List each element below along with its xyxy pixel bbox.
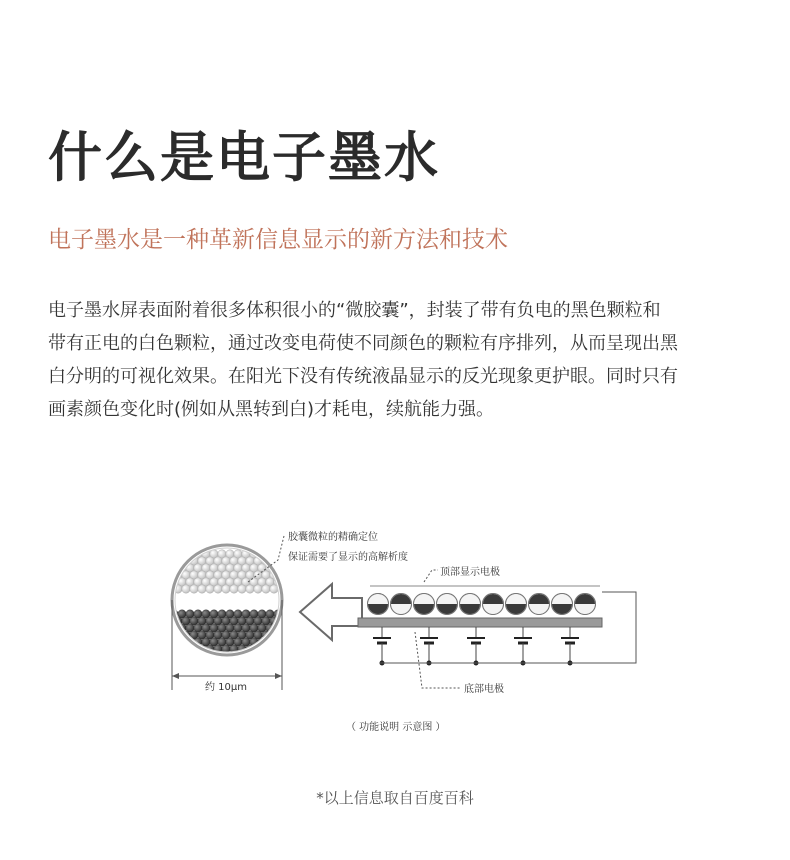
black-particle xyxy=(174,645,182,653)
cell-bottom-half xyxy=(460,604,480,614)
diagram-caption: （ 功能说明 示意图 ） xyxy=(346,722,446,733)
page-title: 什么是电子墨水 xyxy=(48,126,440,189)
white-particle xyxy=(278,557,286,565)
cell-top-half xyxy=(552,594,572,604)
cell-top-half xyxy=(529,594,549,604)
cell-capsule xyxy=(529,594,550,615)
white-particle xyxy=(246,585,254,593)
capsule-magnified xyxy=(170,545,286,655)
paragraph-line: 电子墨水屏表面附着很多体积很小的“微胶囊”，封装了带有负电的黑色颗粒和 xyxy=(48,300,661,321)
e-ink-diagram xyxy=(160,520,650,740)
cell-bottom-half xyxy=(414,604,434,614)
bottom-electrode-leader xyxy=(415,632,460,688)
cell-capsule xyxy=(414,594,435,615)
black-particle xyxy=(178,638,186,646)
white-particle xyxy=(238,585,246,593)
bottom-electrode-plate xyxy=(358,618,602,627)
top-electrode-label: 顶部显示电极 xyxy=(440,567,500,578)
white-particle xyxy=(266,550,274,558)
cell-capsule xyxy=(437,594,458,615)
cell-capsule xyxy=(506,594,527,615)
black-particle xyxy=(262,645,270,653)
cell-capsule xyxy=(368,594,389,615)
cell-top-half xyxy=(437,594,457,604)
cell-capsule xyxy=(552,594,573,615)
paragraph-line: 白分明的可视化效果。在阳光下没有传统液晶显示的反光现象更护眼。同时只有 xyxy=(48,366,678,387)
black-particle xyxy=(182,645,190,653)
white-particle xyxy=(254,585,262,593)
page-subtitle: 电子墨水是一种革新信息显示的新方法和技术 xyxy=(48,227,508,253)
black-particle xyxy=(270,645,278,653)
cell-bottom-half xyxy=(391,604,411,614)
white-particle xyxy=(222,585,230,593)
cell-top-half xyxy=(391,594,411,604)
cell-top-half xyxy=(483,594,503,604)
paragraph-line: 带有正电的白色颗粒，通过改变电荷使不同颜色的颗粒有序排列，从而呈现出黑 xyxy=(48,333,678,354)
cell-capsule xyxy=(460,594,481,615)
capsule-label-line2: 保证需要了显示的高解析度 xyxy=(288,552,408,563)
cell-top-half xyxy=(368,594,388,604)
cell-top-half xyxy=(414,594,434,604)
bottom-electrode-label: 底部电极 xyxy=(464,684,504,695)
black-particle xyxy=(170,638,178,646)
white-particle xyxy=(262,585,270,593)
cell-top-half xyxy=(575,594,595,604)
paragraph-line: 画素颜色变化时(例如从黑转到白)才耗电，续航能力强。 xyxy=(48,399,495,420)
cell-bottom-half xyxy=(437,604,457,614)
cell-bottom-half xyxy=(529,604,549,614)
white-particle xyxy=(274,550,282,558)
cell-bottom-half xyxy=(483,604,503,614)
white-particle xyxy=(170,550,178,558)
white-particle xyxy=(206,585,214,593)
capsule-label-line1: 胶囊微粒的精确定位 xyxy=(288,532,378,543)
cell-bottom-half xyxy=(506,604,526,614)
size-label: 约 10μm xyxy=(205,682,248,693)
display-cells xyxy=(368,594,596,615)
cell-bottom-half xyxy=(552,604,572,614)
cell-capsule xyxy=(391,594,412,615)
cell-bottom-half xyxy=(575,604,595,614)
cell-bottom-half xyxy=(368,604,388,614)
white-particle xyxy=(170,564,178,572)
white-particle xyxy=(270,557,278,565)
white-particle xyxy=(230,585,238,593)
white-particle xyxy=(198,585,206,593)
white-particle xyxy=(278,571,286,579)
top-electrode-leader xyxy=(424,570,438,582)
white-particle xyxy=(214,585,222,593)
white-particle xyxy=(182,585,190,593)
cell-top-half xyxy=(460,594,480,604)
white-particle xyxy=(178,550,186,558)
white-particle xyxy=(174,557,182,565)
white-particle xyxy=(190,585,198,593)
cell-top-half xyxy=(506,594,526,604)
cell-capsule xyxy=(575,594,596,615)
magnify-arrow xyxy=(300,584,362,640)
cell-capsule xyxy=(483,594,504,615)
description-paragraph xyxy=(48,294,768,426)
batteries xyxy=(373,627,579,666)
black-particle xyxy=(274,638,282,646)
source-footnote: *以上信息取自百度百科 xyxy=(316,789,474,807)
